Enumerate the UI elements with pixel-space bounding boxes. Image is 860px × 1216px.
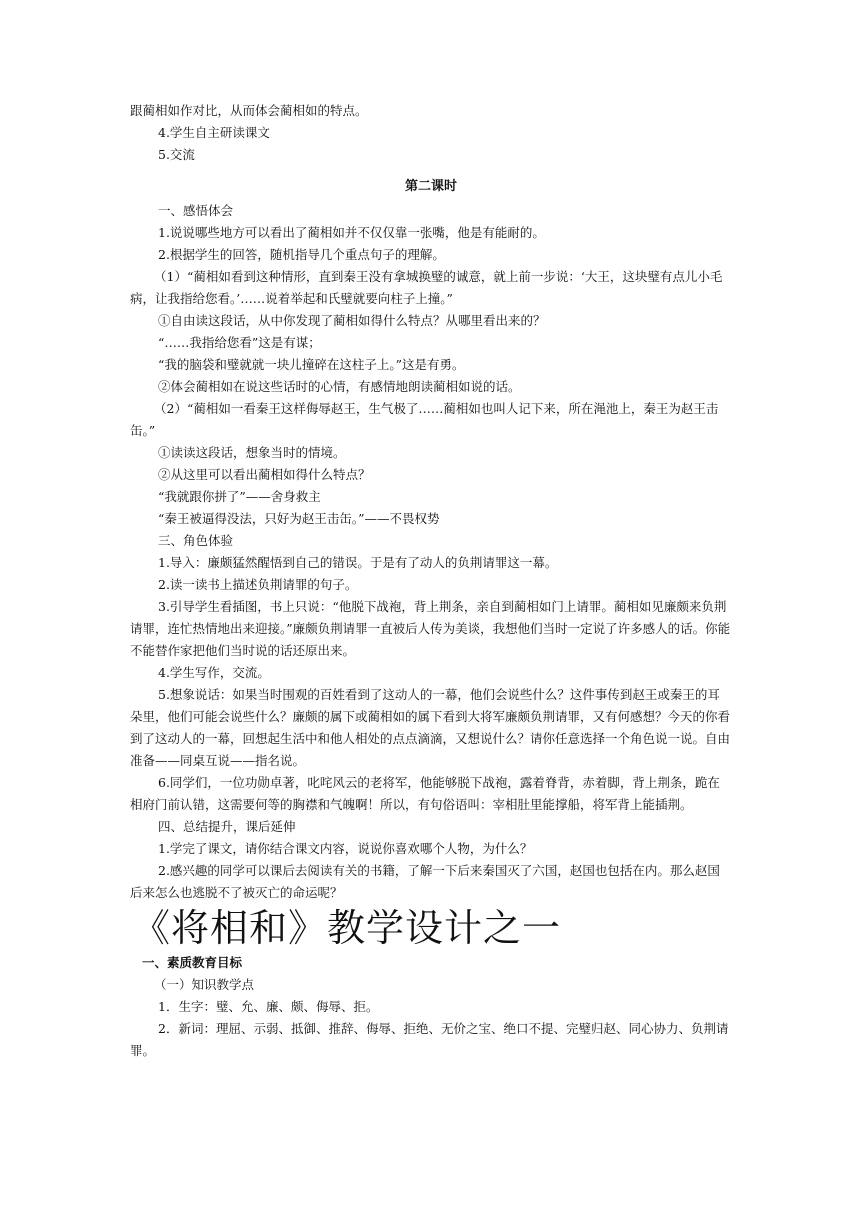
paragraph: 2．新词：理屈、示弱、抵御、推辞、侮辱、拒绝、无价之宝、绝口不提、完璧归赵、同心协力、负荆请罪。 bbox=[130, 1021, 729, 1058]
paragraph: 1.导入：廉颇猛然醒悟到自己的错误。于是有了动人的负荆请罪这一幕。 bbox=[158, 555, 558, 570]
paragraph: “……我指给您看”这是有谋； bbox=[158, 335, 321, 350]
paragraph: 2.感兴趣的同学可以课后去阅读有关的书籍，了解一下后来秦国灭了六国，赵国也包括在内。那么赵国后来怎么也逃脱不了被灭亡的命运呢？ bbox=[130, 863, 720, 900]
paragraph: 6.同学们，一位功勋卓著，叱咤风云的老将军，他能够脱下战袍，露着脊背，赤着脚，背上荆条，跪在相府门前认错，这需要何等的胸襟和气魄啊！所以，有句俗语叫：宰相肚里能撑船，将军背上能插荆。 bbox=[130, 775, 720, 812]
paragraph: ②从这里可以看出蔺相如得什么特点？ bbox=[158, 467, 371, 482]
paragraph: 2.读一读书上描述负荆请罪的句子。 bbox=[158, 577, 358, 592]
paragraph: 四、总结提升，课后延伸 bbox=[158, 819, 296, 834]
paragraph: （一）知识教学点 bbox=[154, 977, 255, 992]
document-heading: 《将相和》教学设计之一 bbox=[132, 906, 562, 950]
objectives-block bbox=[130, 974, 732, 1062]
paragraph: 一、感悟体会 bbox=[158, 203, 234, 218]
paragraph: ②体会蔺相如在说这些话时的心情，有感情地朗读蔺相如说的话。 bbox=[158, 379, 521, 394]
paragraph: 4.学生自主研读课文 bbox=[158, 125, 270, 140]
paragraph: 1．生字：璧、允、廉、颇、侮辱、拒。 bbox=[158, 999, 379, 1014]
paragraph: ①自由读这段话，从中你发现了蔺相如得什么特点？从哪里看出来的？ bbox=[158, 313, 546, 328]
paragraph: （1）“蔺相如看到这种情形，直到秦王没有拿城换璧的诚意，就上前一步说：‘大王，这块璧有点儿小毛病，让我指给您看。’……说着举起和氏璧就要向柱子上撞。” bbox=[130, 269, 723, 306]
section-subheading: 一、素质教育目标 bbox=[142, 955, 243, 970]
paragraph: 3.引导学生看插图，书上只说：“他脱下战袍，背上荆条，亲自到蔺相如门上请罪。蔺相如见廉颇来负荆请罪，连忙热情地出来迎接。”廉颇负荆请罪一直被后人传为美谈，我想他们当时一定说了许多感人的话。你能不能替作家把他们当时说的话还原出来。 bbox=[130, 599, 731, 658]
paragraph: “我就跟你拼了”——舍身救主 bbox=[158, 489, 321, 504]
paragraph: 5.交流 bbox=[158, 147, 195, 162]
paragraph: （2）“蔺相如一看秦王这样侮辱赵王，生气极了……蔺相如也叫人记下来，所在渑池上，秦王为赵王击缶。” bbox=[130, 401, 719, 438]
paragraph: 5.想象说话：如果当时围观的百姓看到了这动人的一幕，他们会说些什么？这件事传到赵王或秦王的耳朵里，他们可能会说些什么？廉颇的属下或蔺相如的属下看到大将军廉颇负荆请罪，又有何感想？今天的你看到了这动人的一幕，回想起生活中和他人相处的点点滴滴，又想说什么？请你任意选择一个角色说一说。自由准备——同桌互说——指名说。 bbox=[130, 687, 731, 768]
section-title: 第二课时 bbox=[404, 179, 457, 194]
paragraph: 2.根据学生的回答，随机指导几个重点句子的理解。 bbox=[158, 247, 445, 262]
paragraph: 跟蔺相如作对比，从而体会蔺相如的特点。 bbox=[130, 103, 368, 118]
paragraph: “秦王被逼得没法，只好为赵王击缶。”——不畏权势 bbox=[158, 511, 440, 526]
paragraph: ①读读这段话，想象当时的情境。 bbox=[158, 445, 346, 460]
lesson-body-block bbox=[130, 200, 732, 904]
paragraph: 4.学生写作，交流。 bbox=[158, 665, 270, 680]
paragraph: 三、角色体验 bbox=[158, 533, 234, 548]
paragraph: “我的脑袋和璧就就一块儿撞碎在这柱子上。”这是有勇。 bbox=[158, 357, 465, 372]
continued-text-block bbox=[130, 100, 732, 166]
paragraph: 1.学完了课文，请你结合课文内容，说说你喜欢哪个人物，为什么？ bbox=[158, 841, 533, 856]
paragraph: 1.说说哪些地方可以看出了蔺相如并不仅仅靠一张嘴，他是有能耐的。 bbox=[158, 225, 545, 240]
